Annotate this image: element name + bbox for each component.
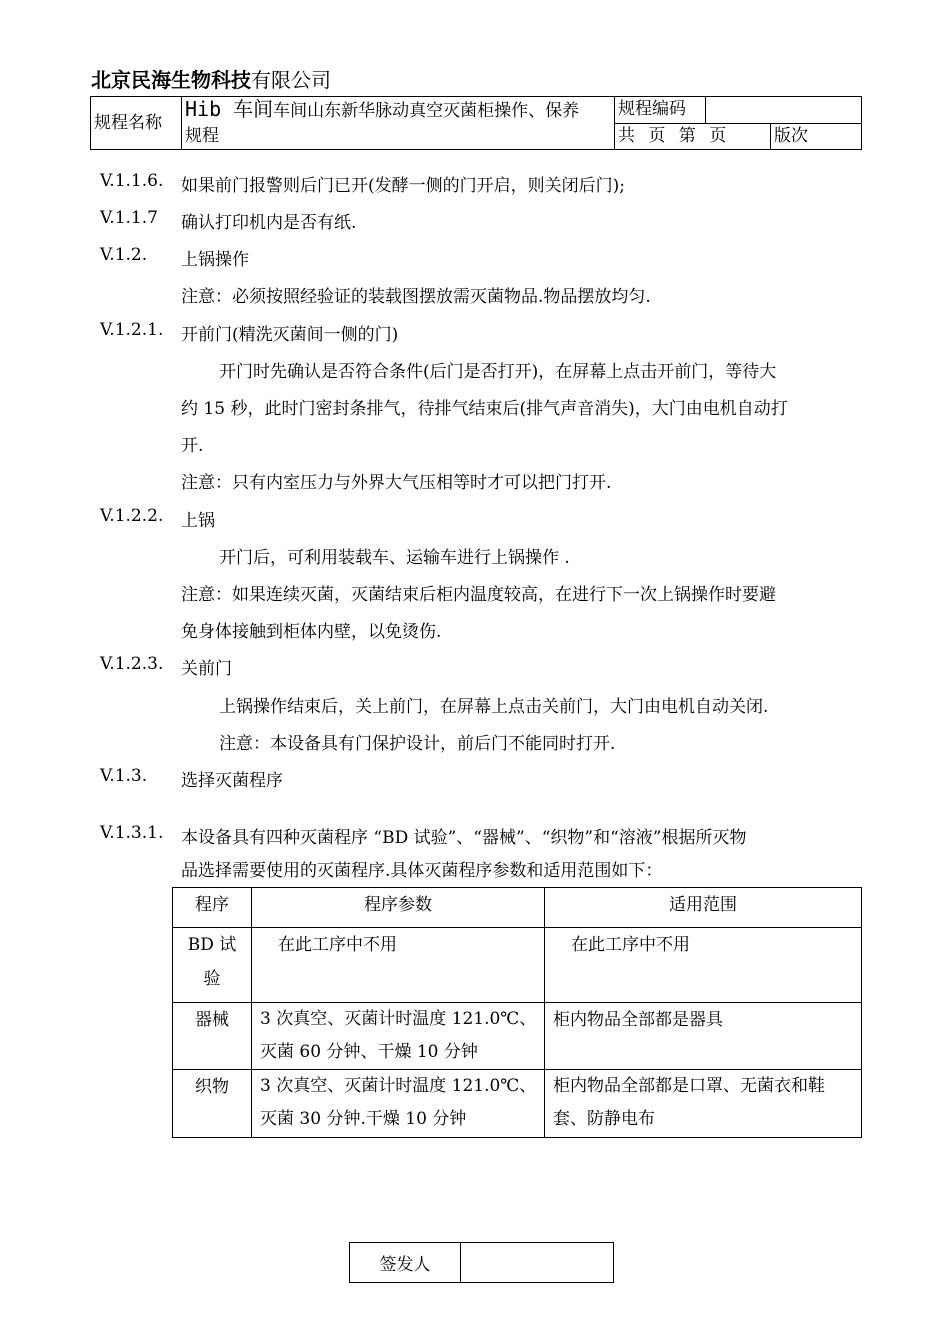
table-row: [173, 1003, 862, 1070]
table-row: [173, 1070, 862, 1138]
params-cell: 在此工序中不用: [252, 928, 545, 1003]
signer-table: [349, 1242, 614, 1283]
program-table: [172, 887, 862, 1138]
procedure-code-value: [706, 97, 862, 124]
procedure-name-label: 规程名称: [91, 97, 182, 150]
page-count-label: 共 页 第 页: [615, 123, 771, 150]
program-cell: BD 试验: [173, 928, 252, 1003]
program-cell: 织物: [173, 1070, 252, 1138]
header-table: [90, 96, 862, 150]
signer-label: 签发人: [350, 1243, 461, 1283]
program-cell: 器械: [173, 1003, 252, 1070]
version-label: 版次: [771, 123, 862, 150]
table-row: [173, 928, 862, 1003]
procedure-code-label: 规程编码: [615, 97, 706, 124]
signer-value: [461, 1243, 614, 1283]
params-cell: 3 次真空、灭菌计时温度 121.0℃、灭菌 60 分钟、干燥 10 分钟: [252, 1003, 545, 1070]
scope-cell: 柜内物品全部都是口罩、无菌衣和鞋套、防静电布: [545, 1070, 862, 1138]
table-header: 程序参数: [252, 888, 545, 928]
company-name: 北京民海生物科技有限公司: [91, 68, 331, 92]
scope-cell: 在此工序中不用: [545, 928, 862, 1003]
table-header: 程序: [173, 888, 252, 928]
table-header: 适用范围: [545, 888, 862, 928]
params-cell: 3 次真空、灭菌计时温度 121.0℃、灭菌 30 分钟.干燥 10 分钟: [252, 1070, 545, 1138]
procedure-name-value: Hib 车间车间山东新华脉动真空灭菌柜操作、保养 规程: [182, 97, 615, 150]
scope-cell: 柜内物品全部都是器具: [545, 1003, 862, 1070]
